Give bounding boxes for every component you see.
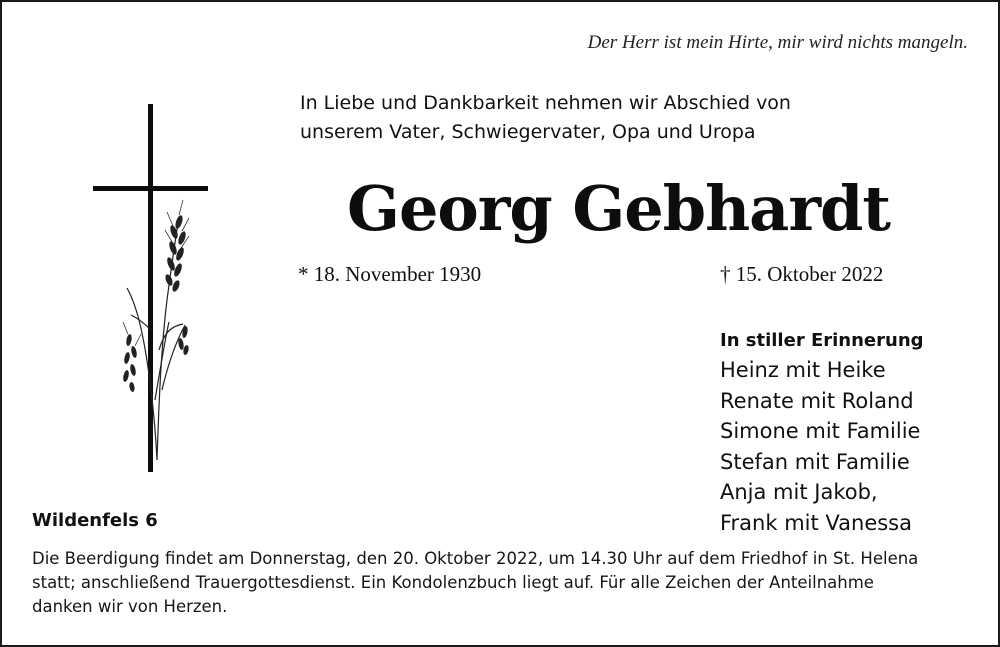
intro-line: In Liebe und Dankbarkeit nehmen wir Abschied von [300, 92, 791, 114]
death-date: † 15. Oktober 2022 [720, 262, 884, 286]
mourner-entry: Renate mit Roland [720, 388, 914, 413]
funeral-line: statt; anschließend Trauergottesdienst. Ein Kondolenzbuch liegt auf. Für alle Zeichen der Anteilnahme [32, 573, 874, 592]
intro-text [300, 89, 791, 147]
bible-verse: Der Herr ist mein Hirte, mir wird nichts mangeln. [587, 32, 968, 53]
cross-icon [87, 100, 217, 480]
mourner-entry: Heinz mit Heike [720, 358, 886, 382]
birth-date: * 18. November 1930 [298, 262, 482, 286]
funeral-notice [32, 547, 977, 619]
funeral-line: danken wir von Herzen. [32, 597, 228, 616]
mourner-entry: Anja mit Jakob, [720, 480, 878, 504]
deceased-name: Georg Gebhardt [347, 172, 891, 245]
address: Wildenfels 6 [32, 510, 158, 531]
mourners-list [720, 327, 924, 538]
wheat-icon [127, 218, 185, 460]
mourner-entry: Frank mit Vanessa [720, 510, 912, 535]
mourner-entry: Stefan mit Familie [720, 449, 910, 474]
intro-line: unserem Vater, Schwiegervater, Opa und Uropa [300, 121, 756, 143]
mourner-entry: Simone mit Familie [720, 419, 921, 443]
mourners-heading: In stiller Erinnerung [720, 330, 924, 351]
funeral-line: Die Beerdigung findet am Donnerstag, den 20. Oktober 2022, um 14.30 Uhr auf dem Friedhof in St. Helena [32, 549, 919, 568]
wheat-ear [122, 214, 189, 392]
